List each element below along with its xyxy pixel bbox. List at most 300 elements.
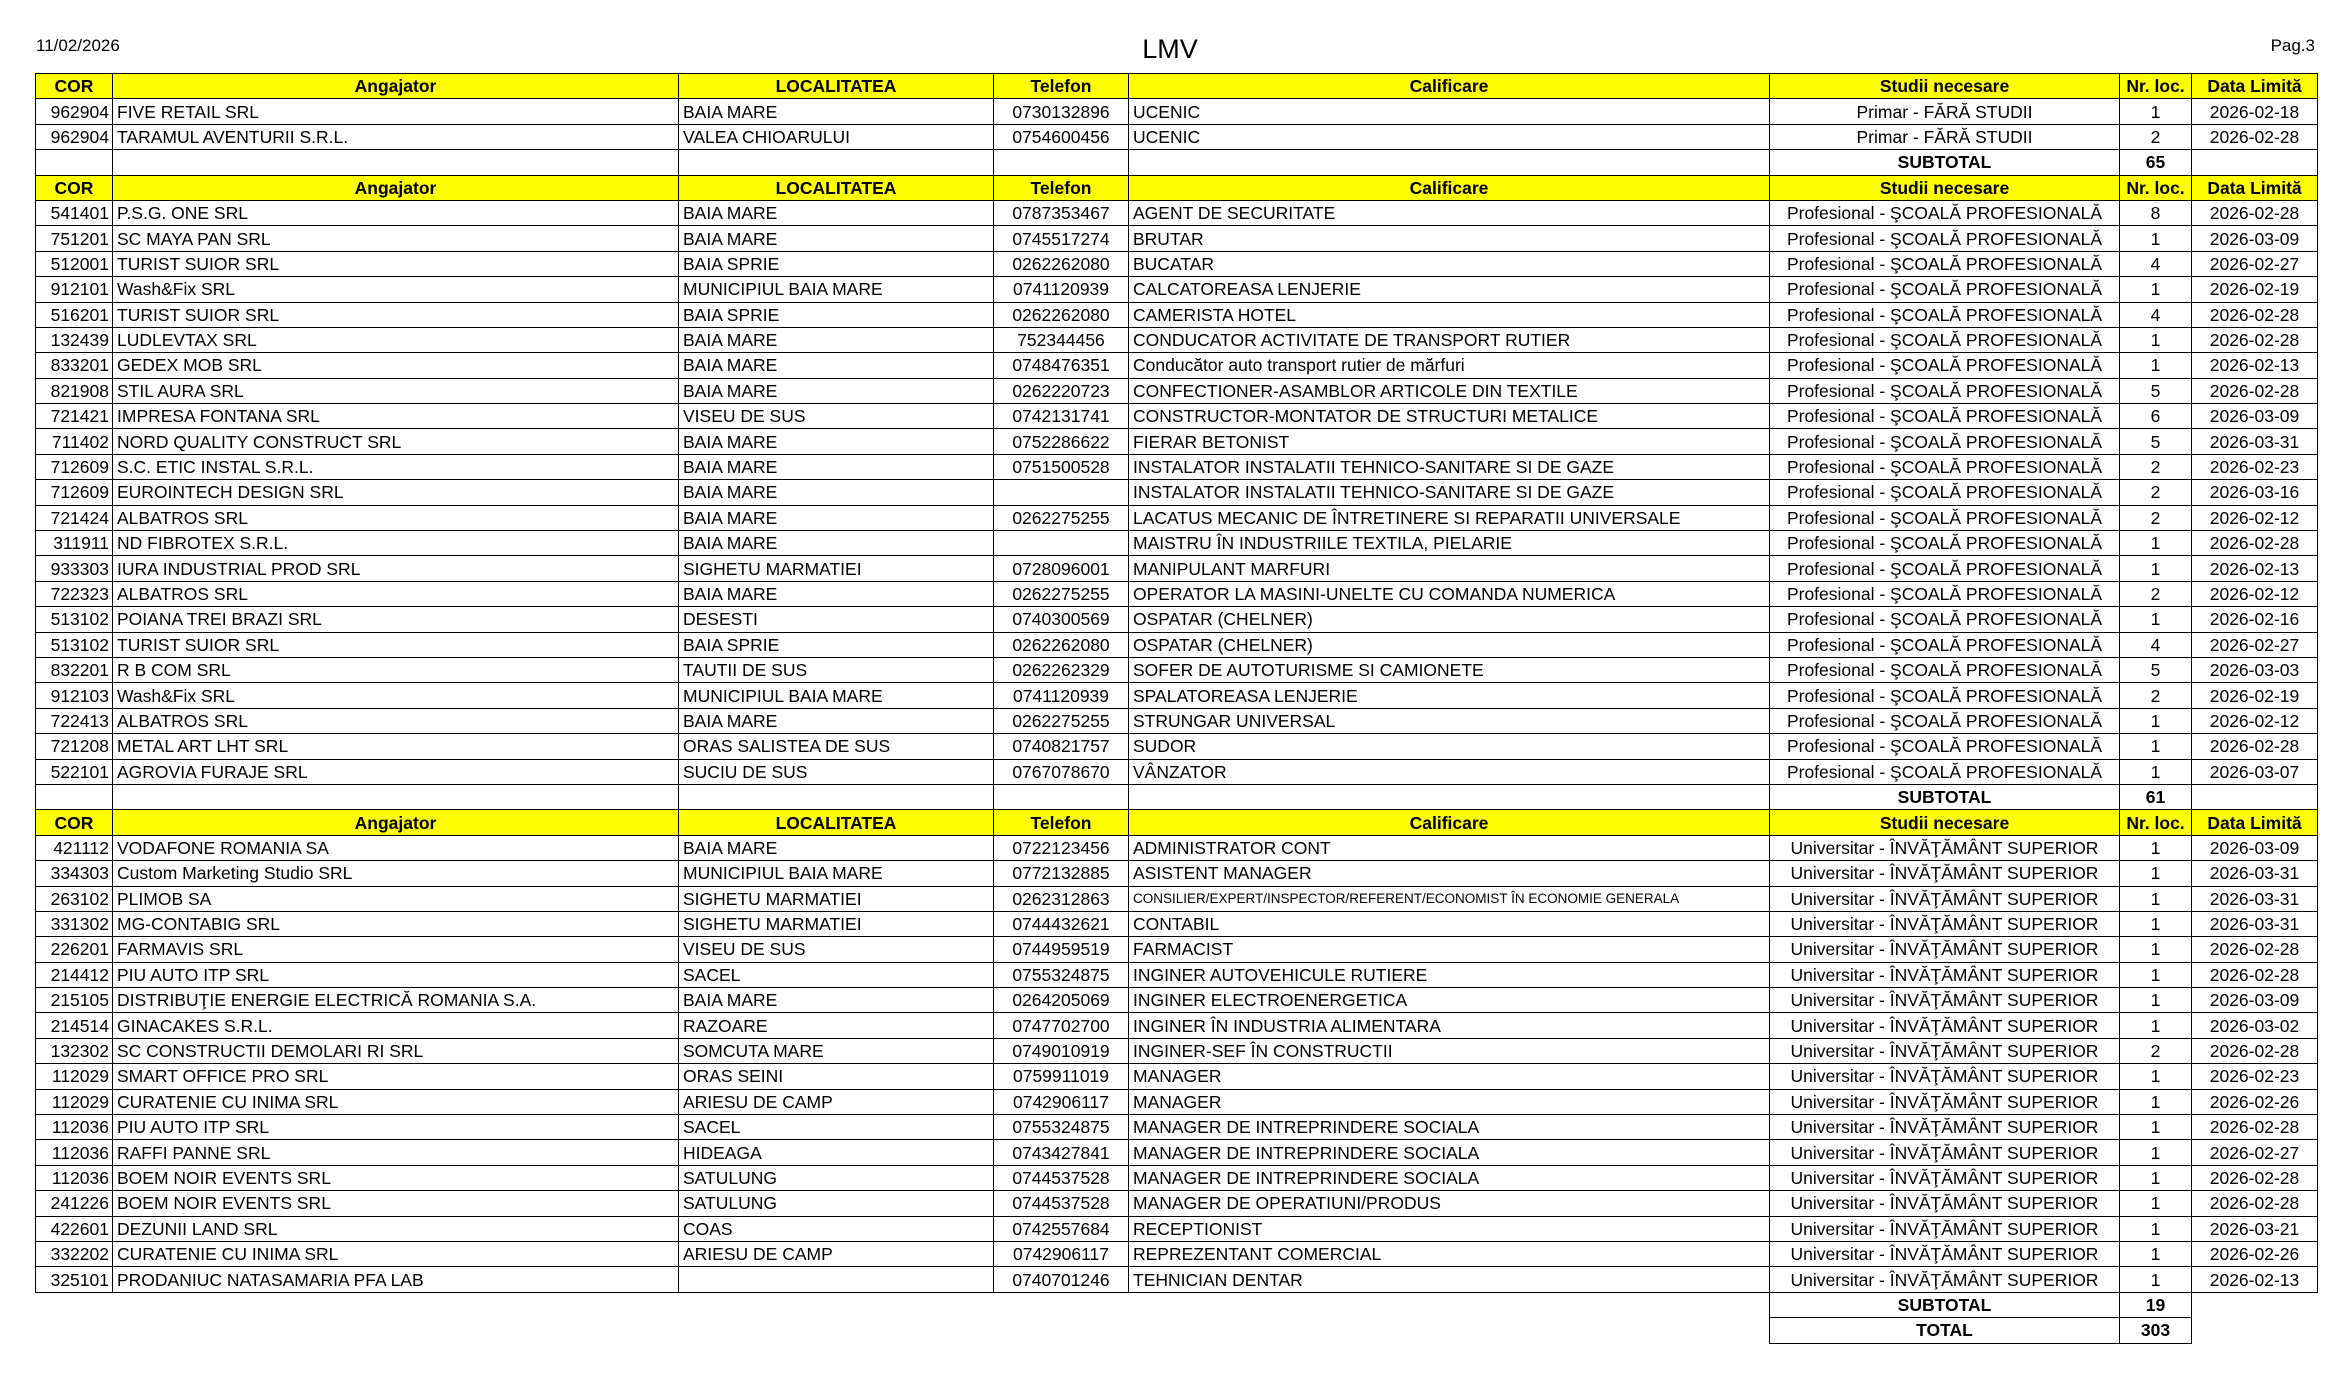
studies-cell: Universitar - ÎNVĂŢĂMÂNT SUPERIOR bbox=[1770, 861, 2120, 886]
table-row bbox=[36, 581, 2318, 606]
phone-cell: 0740701246 bbox=[994, 1267, 1129, 1292]
empty-cell bbox=[113, 150, 679, 175]
studies-cell: Profesional - ŞCOALĂ PROFESIONALĂ bbox=[1770, 708, 2120, 733]
qualification-cell: FARMACIST bbox=[1129, 937, 1770, 962]
cor-cell: 833201 bbox=[36, 353, 113, 378]
deadline-cell: 2026-02-28 bbox=[2192, 378, 2318, 403]
studies-cell: Profesional - ŞCOALĂ PROFESIONALĂ bbox=[1770, 480, 2120, 505]
header-qualification: Calificare bbox=[1129, 74, 1770, 99]
table-row bbox=[36, 1267, 2318, 1292]
studies-cell: Profesional - ŞCOALĂ PROFESIONALĂ bbox=[1770, 531, 2120, 556]
deadline-cell: 2026-02-12 bbox=[2192, 708, 2318, 733]
subtotal-value: 65 bbox=[2120, 150, 2192, 175]
deadline-cell: 2026-03-31 bbox=[2192, 886, 2318, 911]
studies-cell: Primar - FĂRĂ STUDII bbox=[1770, 124, 2120, 149]
cor-cell: 541401 bbox=[36, 200, 113, 225]
employer-cell: FARMAVIS SRL bbox=[113, 937, 679, 962]
cor-cell: 132439 bbox=[36, 327, 113, 352]
employer-cell: DEZUNII LAND SRL bbox=[113, 1216, 679, 1241]
employer-cell: NORD QUALITY CONSTRUCT SRL bbox=[113, 429, 679, 454]
table-row bbox=[36, 378, 2318, 403]
locality-cell: BAIA MARE bbox=[679, 708, 994, 733]
employer-cell: BOEM NOIR EVENTS SRL bbox=[113, 1191, 679, 1216]
locality-cell: BAIA MARE bbox=[679, 505, 994, 530]
positions-cell: 4 bbox=[2120, 302, 2192, 327]
locality-cell: COAS bbox=[679, 1216, 994, 1241]
total-label: TOTAL bbox=[1770, 1318, 2120, 1343]
employer-cell: FIVE RETAIL SRL bbox=[113, 99, 679, 124]
phone-cell: 0262262080 bbox=[994, 251, 1129, 276]
positions-cell: 1 bbox=[2120, 1267, 2192, 1292]
locality-cell: MUNICIPIUL BAIA MARE bbox=[679, 277, 994, 302]
table-row bbox=[36, 200, 2318, 225]
positions-cell: 2 bbox=[2120, 1038, 2192, 1063]
empty-cell bbox=[113, 784, 679, 809]
locality-cell: SATULUNG bbox=[679, 1165, 994, 1190]
table-row bbox=[36, 505, 2318, 530]
table-row bbox=[36, 886, 2318, 911]
positions-cell: 2 bbox=[2120, 454, 2192, 479]
locality-cell: SUCIU DE SUS bbox=[679, 759, 994, 784]
employer-cell: TURIST SUIOR SRL bbox=[113, 251, 679, 276]
table-row bbox=[36, 251, 2318, 276]
phone-cell: 0262312863 bbox=[994, 886, 1129, 911]
qualification-cell: VÂNZATOR bbox=[1129, 759, 1770, 784]
employer-cell: ALBATROS SRL bbox=[113, 708, 679, 733]
positions-cell: 1 bbox=[2120, 911, 2192, 936]
deadline-cell: 2026-02-12 bbox=[2192, 581, 2318, 606]
table-row bbox=[36, 734, 2318, 759]
employer-cell: GINACAKES S.R.L. bbox=[113, 1013, 679, 1038]
positions-cell: 2 bbox=[2120, 505, 2192, 530]
locality-cell: VISEU DE SUS bbox=[679, 937, 994, 962]
positions-cell: 1 bbox=[2120, 1140, 2192, 1165]
deadline-cell: 2026-02-28 bbox=[2192, 734, 2318, 759]
cor-cell: 214514 bbox=[36, 1013, 113, 1038]
qualification-cell: OPERATOR LA MASINI-UNELTE CU COMANDA NUMERICA bbox=[1129, 581, 1770, 606]
deadline-cell: 2026-02-28 bbox=[2192, 200, 2318, 225]
positions-cell: 5 bbox=[2120, 429, 2192, 454]
qualification-cell: INGINER ELECTROENERGETICA bbox=[1129, 988, 1770, 1013]
locality-cell: VISEU DE SUS bbox=[679, 404, 994, 429]
cor-cell: 132302 bbox=[36, 1038, 113, 1063]
phone-cell: 0787353467 bbox=[994, 200, 1129, 225]
empty-cell bbox=[679, 150, 994, 175]
empty-cell bbox=[679, 784, 994, 809]
locality-cell: BAIA MARE bbox=[679, 480, 994, 505]
subtotal-value: 19 bbox=[2120, 1292, 2192, 1317]
column-header-row bbox=[36, 74, 2318, 99]
empty-cell bbox=[36, 1292, 113, 1317]
qualification-cell: TEHNICIAN DENTAR bbox=[1129, 1267, 1770, 1292]
phone-cell: 0749010919 bbox=[994, 1038, 1129, 1063]
positions-cell: 2 bbox=[2120, 581, 2192, 606]
phone-cell: 0264205069 bbox=[994, 988, 1129, 1013]
qualification-cell: REPREZENTANT COMERCIAL bbox=[1129, 1241, 1770, 1266]
employer-cell: STIL AURA SRL bbox=[113, 378, 679, 403]
employer-cell: PLIMOB SA bbox=[113, 886, 679, 911]
deadline-cell: 2026-02-13 bbox=[2192, 1267, 2318, 1292]
positions-cell: 1 bbox=[2120, 988, 2192, 1013]
qualification-cell: INGINER ÎN INDUSTRIA ALIMENTARA bbox=[1129, 1013, 1770, 1038]
studies-cell: Profesional - ŞCOALĂ PROFESIONALĂ bbox=[1770, 226, 2120, 251]
positions-cell: 1 bbox=[2120, 1115, 2192, 1140]
positions-cell: 5 bbox=[2120, 378, 2192, 403]
studies-cell: Profesional - ŞCOALĂ PROFESIONALĂ bbox=[1770, 581, 2120, 606]
qualification-cell: RECEPTIONIST bbox=[1129, 1216, 1770, 1241]
positions-cell: 1 bbox=[2120, 886, 2192, 911]
empty-cell bbox=[2192, 1292, 2318, 1317]
header-studies: Studii necesare bbox=[1770, 810, 2120, 835]
positions-cell: 1 bbox=[2120, 759, 2192, 784]
phone-cell: 0754600456 bbox=[994, 124, 1129, 149]
empty-cell bbox=[679, 1318, 994, 1343]
table-body bbox=[36, 74, 2318, 1344]
deadline-cell: 2026-02-28 bbox=[2192, 1115, 2318, 1140]
positions-cell: 1 bbox=[2120, 861, 2192, 886]
employer-cell: TARAMUL AVENTURII S.R.L. bbox=[113, 124, 679, 149]
phone-cell bbox=[994, 531, 1129, 556]
table-row bbox=[36, 302, 2318, 327]
table-row bbox=[36, 1038, 2318, 1063]
positions-cell: 1 bbox=[2120, 226, 2192, 251]
locality-cell: HIDEAGA bbox=[679, 1140, 994, 1165]
employer-cell: CURATENIE CU INIMA SRL bbox=[113, 1241, 679, 1266]
locality-cell: ORAS SEINI bbox=[679, 1064, 994, 1089]
deadline-cell: 2026-02-19 bbox=[2192, 277, 2318, 302]
qualification-cell: CONDUCATOR ACTIVITATE DE TRANSPORT RUTIER bbox=[1129, 327, 1770, 352]
phone-cell: 0755324875 bbox=[994, 1115, 1129, 1140]
table-row bbox=[36, 911, 2318, 936]
locality-cell: MUNICIPIUL BAIA MARE bbox=[679, 683, 994, 708]
empty-cell bbox=[36, 1318, 113, 1343]
phone-cell: 0262275255 bbox=[994, 505, 1129, 530]
header-positions: Nr. loc. bbox=[2120, 810, 2192, 835]
studies-cell: Profesional - ŞCOALĂ PROFESIONALĂ bbox=[1770, 607, 2120, 632]
qualification-cell: SPALATOREASA LENJERIE bbox=[1129, 683, 1770, 708]
phone-cell: 0755324875 bbox=[994, 962, 1129, 987]
deadline-cell: 2026-02-28 bbox=[2192, 327, 2318, 352]
header-qualification: Calificare bbox=[1129, 175, 1770, 200]
table-row bbox=[36, 556, 2318, 581]
empty-cell bbox=[1129, 784, 1770, 809]
locality-cell: SIGHETU MARMATIEI bbox=[679, 886, 994, 911]
phone-cell: 0742906117 bbox=[994, 1089, 1129, 1114]
deadline-cell: 2026-02-28 bbox=[2192, 1191, 2318, 1216]
phone-cell: 0745517274 bbox=[994, 226, 1129, 251]
cor-cell: 112036 bbox=[36, 1140, 113, 1165]
table-row bbox=[36, 277, 2318, 302]
empty-cell bbox=[113, 1318, 679, 1343]
positions-cell: 5 bbox=[2120, 657, 2192, 682]
studies-cell: Universitar - ÎNVĂŢĂMÂNT SUPERIOR bbox=[1770, 1191, 2120, 1216]
deadline-cell: 2026-02-26 bbox=[2192, 1241, 2318, 1266]
studies-cell: Universitar - ÎNVĂŢĂMÂNT SUPERIOR bbox=[1770, 988, 2120, 1013]
locality-cell: BAIA MARE bbox=[679, 353, 994, 378]
subtotal-label: SUBTOTAL bbox=[1770, 1292, 2120, 1317]
employer-cell: TURIST SUIOR SRL bbox=[113, 632, 679, 657]
deadline-cell: 2026-03-07 bbox=[2192, 759, 2318, 784]
table-row bbox=[36, 657, 2318, 682]
locality-cell: SIGHETU MARMATIEI bbox=[679, 556, 994, 581]
table-row bbox=[36, 124, 2318, 149]
positions-cell: 1 bbox=[2120, 277, 2192, 302]
locality-cell: SOMCUTA MARE bbox=[679, 1038, 994, 1063]
phone-cell: 0744432621 bbox=[994, 911, 1129, 936]
qualification-cell: ASISTENT MANAGER bbox=[1129, 861, 1770, 886]
studies-cell: Profesional - ŞCOALĂ PROFESIONALĂ bbox=[1770, 759, 2120, 784]
deadline-cell: 2026-03-09 bbox=[2192, 226, 2318, 251]
positions-cell: 1 bbox=[2120, 962, 2192, 987]
phone-cell: 0722123456 bbox=[994, 835, 1129, 860]
deadline-cell: 2026-03-03 bbox=[2192, 657, 2318, 682]
employer-cell: Wash&Fix SRL bbox=[113, 277, 679, 302]
deadline-cell: 2026-02-28 bbox=[2192, 531, 2318, 556]
cor-cell: 421112 bbox=[36, 835, 113, 860]
locality-cell: SIGHETU MARMATIEI bbox=[679, 911, 994, 936]
cor-cell: 331302 bbox=[36, 911, 113, 936]
empty-cell bbox=[36, 150, 113, 175]
studies-cell: Profesional - ŞCOALĂ PROFESIONALĂ bbox=[1770, 327, 2120, 352]
phone-cell: 0730132896 bbox=[994, 99, 1129, 124]
phone-cell: 0742906117 bbox=[994, 1241, 1129, 1266]
locality-cell: BAIA SPRIE bbox=[679, 251, 994, 276]
cor-cell: 912101 bbox=[36, 277, 113, 302]
cor-cell: 215105 bbox=[36, 988, 113, 1013]
header-qualification: Calificare bbox=[1129, 810, 1770, 835]
positions-cell: 1 bbox=[2120, 327, 2192, 352]
deadline-cell: 2026-02-13 bbox=[2192, 556, 2318, 581]
phone-cell: 0772132885 bbox=[994, 861, 1129, 886]
cor-cell: 721208 bbox=[36, 734, 113, 759]
qualification-cell: MANIPULANT MARFURI bbox=[1129, 556, 1770, 581]
cor-cell: 226201 bbox=[36, 937, 113, 962]
cor-cell: 751201 bbox=[36, 226, 113, 251]
cor-cell: 722413 bbox=[36, 708, 113, 733]
qualification-cell: CONTABIL bbox=[1129, 911, 1770, 936]
positions-cell: 1 bbox=[2120, 1064, 2192, 1089]
employer-cell: LUDLEVTAX SRL bbox=[113, 327, 679, 352]
cor-cell: 912103 bbox=[36, 683, 113, 708]
column-header-row bbox=[36, 175, 2318, 200]
table-row bbox=[36, 327, 2318, 352]
positions-cell: 1 bbox=[2120, 835, 2192, 860]
table-row bbox=[36, 962, 2318, 987]
phone-cell: 0262262080 bbox=[994, 632, 1129, 657]
header-positions: Nr. loc. bbox=[2120, 74, 2192, 99]
studies-cell: Universitar - ÎNVĂŢĂMÂNT SUPERIOR bbox=[1770, 886, 2120, 911]
studies-cell: Universitar - ÎNVĂŢĂMÂNT SUPERIOR bbox=[1770, 1115, 2120, 1140]
employer-cell: GEDEX MOB SRL bbox=[113, 353, 679, 378]
header-positions: Nr. loc. bbox=[2120, 175, 2192, 200]
cor-cell: 832201 bbox=[36, 657, 113, 682]
cor-cell: 263102 bbox=[36, 886, 113, 911]
employer-cell: SC MAYA PAN SRL bbox=[113, 226, 679, 251]
header-cor: COR bbox=[36, 74, 113, 99]
studies-cell: Profesional - ŞCOALĂ PROFESIONALĂ bbox=[1770, 683, 2120, 708]
qualification-cell: INSTALATOR INSTALATII TEHNICO-SANITARE SI DE GAZE bbox=[1129, 454, 1770, 479]
header-deadline: Data Limită bbox=[2192, 74, 2318, 99]
phone-cell: 752344456 bbox=[994, 327, 1129, 352]
deadline-cell: 2026-02-16 bbox=[2192, 607, 2318, 632]
studies-cell: Universitar - ÎNVĂŢĂMÂNT SUPERIOR bbox=[1770, 835, 2120, 860]
deadline-cell: 2026-03-09 bbox=[2192, 988, 2318, 1013]
table-row bbox=[36, 1241, 2318, 1266]
table-row bbox=[36, 226, 2318, 251]
employer-cell: POIANA TREI BRAZI SRL bbox=[113, 607, 679, 632]
empty-cell bbox=[2192, 150, 2318, 175]
phone-cell: 0742557684 bbox=[994, 1216, 1129, 1241]
locality-cell: SATULUNG bbox=[679, 1191, 994, 1216]
header-studies: Studii necesare bbox=[1770, 175, 2120, 200]
employer-cell: VODAFONE ROMANIA SA bbox=[113, 835, 679, 860]
employer-cell: Wash&Fix SRL bbox=[113, 683, 679, 708]
page-number: Pag.3 bbox=[2270, 36, 2315, 55]
positions-cell: 1 bbox=[2120, 937, 2192, 962]
empty-cell bbox=[113, 1292, 679, 1317]
positions-cell: 1 bbox=[2120, 607, 2192, 632]
employer-cell: P.S.G. ONE SRL bbox=[113, 200, 679, 225]
studies-cell: Universitar - ÎNVĂŢĂMÂNT SUPERIOR bbox=[1770, 1165, 2120, 1190]
phone-cell: 0747702700 bbox=[994, 1013, 1129, 1038]
qualification-cell: MANAGER DE INTREPRINDERE SOCIALA bbox=[1129, 1115, 1770, 1140]
studies-cell: Universitar - ÎNVĂŢĂMÂNT SUPERIOR bbox=[1770, 911, 2120, 936]
table-row bbox=[36, 937, 2318, 962]
locality-cell: ARIESU DE CAMP bbox=[679, 1241, 994, 1266]
table-row bbox=[36, 531, 2318, 556]
header-locality: LOCALITATEA bbox=[679, 175, 994, 200]
deadline-cell: 2026-02-13 bbox=[2192, 353, 2318, 378]
studies-cell: Profesional - ŞCOALĂ PROFESIONALĂ bbox=[1770, 734, 2120, 759]
locality-cell: RAZOARE bbox=[679, 1013, 994, 1038]
cor-cell: 112036 bbox=[36, 1165, 113, 1190]
empty-cell bbox=[2192, 1318, 2318, 1343]
cor-cell: 112029 bbox=[36, 1089, 113, 1114]
deadline-cell: 2026-03-31 bbox=[2192, 861, 2318, 886]
header-deadline: Data Limită bbox=[2192, 810, 2318, 835]
cor-cell: 711402 bbox=[36, 429, 113, 454]
studies-cell: Profesional - ŞCOALĂ PROFESIONALĂ bbox=[1770, 505, 2120, 530]
subtotal-row bbox=[36, 1292, 2318, 1317]
qualification-cell: MANAGER bbox=[1129, 1064, 1770, 1089]
header-employer: Angajator bbox=[113, 810, 679, 835]
deadline-cell: 2026-02-28 bbox=[2192, 1165, 2318, 1190]
cor-cell: 214412 bbox=[36, 962, 113, 987]
qualification-cell: UCENIC bbox=[1129, 99, 1770, 124]
locality-cell: ORAS SALISTEA DE SUS bbox=[679, 734, 994, 759]
deadline-cell: 2026-02-26 bbox=[2192, 1089, 2318, 1114]
deadline-cell: 2026-02-27 bbox=[2192, 632, 2318, 657]
employer-cell: ALBATROS SRL bbox=[113, 505, 679, 530]
studies-cell: Profesional - ŞCOALĂ PROFESIONALĂ bbox=[1770, 657, 2120, 682]
qualification-cell: BUCATAR bbox=[1129, 251, 1770, 276]
positions-cell: 1 bbox=[2120, 734, 2192, 759]
studies-cell: Profesional - ŞCOALĂ PROFESIONALĂ bbox=[1770, 378, 2120, 403]
qualification-cell: CONSTRUCTOR-MONTATOR DE STRUCTURI METALICE bbox=[1129, 404, 1770, 429]
locality-cell: DESESTI bbox=[679, 607, 994, 632]
studies-cell: Universitar - ÎNVĂŢĂMÂNT SUPERIOR bbox=[1770, 1216, 2120, 1241]
locality-cell: ARIESU DE CAMP bbox=[679, 1089, 994, 1114]
deadline-cell: 2026-02-28 bbox=[2192, 124, 2318, 149]
table-row bbox=[36, 99, 2318, 124]
cor-cell: 962904 bbox=[36, 99, 113, 124]
studies-cell: Profesional - ŞCOALĂ PROFESIONALĂ bbox=[1770, 302, 2120, 327]
qualification-cell: INSTALATOR INSTALATII TEHNICO-SANITARE SI DE GAZE bbox=[1129, 480, 1770, 505]
deadline-cell: 2026-03-31 bbox=[2192, 429, 2318, 454]
positions-cell: 1 bbox=[2120, 1089, 2192, 1114]
header-phone: Telefon bbox=[994, 810, 1129, 835]
locality-cell: TAUTII DE SUS bbox=[679, 657, 994, 682]
qualification-cell: CONFECTIONER-ASAMBLOR ARTICOLE DIN TEXTILE bbox=[1129, 378, 1770, 403]
studies-cell: Universitar - ÎNVĂŢĂMÂNT SUPERIOR bbox=[1770, 1140, 2120, 1165]
employer-cell: ALBATROS SRL bbox=[113, 581, 679, 606]
phone-cell: 0740300569 bbox=[994, 607, 1129, 632]
qualification-cell: BRUTAR bbox=[1129, 226, 1770, 251]
cor-cell: 516201 bbox=[36, 302, 113, 327]
positions-cell: 2 bbox=[2120, 683, 2192, 708]
cor-cell: 332202 bbox=[36, 1241, 113, 1266]
employer-cell: PIU AUTO ITP SRL bbox=[113, 1115, 679, 1140]
employer-cell: ND FIBROTEX S.R.L. bbox=[113, 531, 679, 556]
employer-cell: MG-CONTABIG SRL bbox=[113, 911, 679, 936]
deadline-cell: 2026-02-28 bbox=[2192, 302, 2318, 327]
phone-cell: 0740821757 bbox=[994, 734, 1129, 759]
deadline-cell: 2026-02-19 bbox=[2192, 683, 2318, 708]
locality-cell: BAIA MARE bbox=[679, 99, 994, 124]
qualification-cell: SOFER DE AUTOTURISME SI CAMIONETE bbox=[1129, 657, 1770, 682]
report-title: LMV bbox=[1142, 34, 1198, 64]
qualification-cell: CALCATOREASA LENJERIE bbox=[1129, 277, 1770, 302]
studies-cell: Profesional - ŞCOALĂ PROFESIONALĂ bbox=[1770, 404, 2120, 429]
deadline-cell: 2026-03-09 bbox=[2192, 835, 2318, 860]
empty-cell bbox=[2192, 784, 2318, 809]
employer-cell: RAFFI PANNE SRL bbox=[113, 1140, 679, 1165]
studies-cell: Universitar - ÎNVĂŢĂMÂNT SUPERIOR bbox=[1770, 1267, 2120, 1292]
deadline-cell: 2026-02-12 bbox=[2192, 505, 2318, 530]
cor-cell: 522101 bbox=[36, 759, 113, 784]
header-employer: Angajator bbox=[113, 175, 679, 200]
qualification-cell: CAMERISTA HOTEL bbox=[1129, 302, 1770, 327]
empty-cell bbox=[1129, 1292, 1770, 1317]
employer-cell: IURA INDUSTRIAL PROD SRL bbox=[113, 556, 679, 581]
table-row bbox=[36, 1165, 2318, 1190]
phone-cell: 0751500528 bbox=[994, 454, 1129, 479]
locality-cell: BAIA MARE bbox=[679, 988, 994, 1013]
employer-cell: DISTRIBUŢIE ENERGIE ELECTRICĂ ROMANIA S.A. bbox=[113, 988, 679, 1013]
deadline-cell: 2026-02-28 bbox=[2192, 1038, 2318, 1063]
positions-cell: 1 bbox=[2120, 1013, 2192, 1038]
column-header-row bbox=[36, 810, 2318, 835]
header-deadline: Data Limită bbox=[2192, 175, 2318, 200]
locality-cell: BAIA MARE bbox=[679, 226, 994, 251]
empty-cell bbox=[994, 1292, 1129, 1317]
studies-cell: Universitar - ÎNVĂŢĂMÂNT SUPERIOR bbox=[1770, 937, 2120, 962]
cor-cell: 821908 bbox=[36, 378, 113, 403]
locality-cell: MUNICIPIUL BAIA MARE bbox=[679, 861, 994, 886]
qualification-cell: MANAGER DE INTREPRINDERE SOCIALA bbox=[1129, 1165, 1770, 1190]
qualification-cell: ADMINISTRATOR CONT bbox=[1129, 835, 1770, 860]
table-row bbox=[36, 1140, 2318, 1165]
deadline-cell: 2026-03-16 bbox=[2192, 480, 2318, 505]
cor-cell: 513102 bbox=[36, 632, 113, 657]
phone-cell: 0262220723 bbox=[994, 378, 1129, 403]
locality-cell: BAIA MARE bbox=[679, 835, 994, 860]
qualification-cell: UCENIC bbox=[1129, 124, 1770, 149]
employer-cell: PRODANIUC NATASAMARIA PFA LAB bbox=[113, 1267, 679, 1292]
deadline-cell: 2026-03-02 bbox=[2192, 1013, 2318, 1038]
table-row bbox=[36, 1064, 2318, 1089]
cor-cell: 112036 bbox=[36, 1115, 113, 1140]
